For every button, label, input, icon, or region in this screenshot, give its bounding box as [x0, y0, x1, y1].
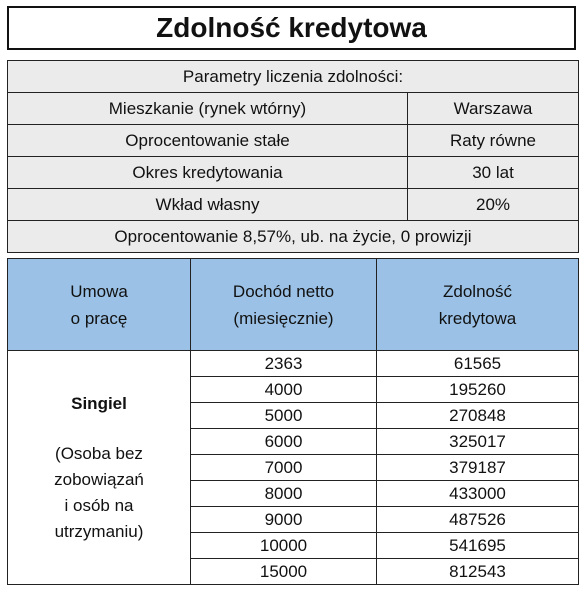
parameter-value: 30 lat	[408, 157, 579, 189]
parameter-value: Warszawa	[408, 93, 579, 125]
capacity-cell: 812543	[377, 559, 579, 585]
table-row	[8, 351, 579, 377]
group-name: Singiel	[71, 393, 127, 413]
income-cell: 8000	[191, 481, 377, 507]
capacity-cell: 433000	[377, 481, 579, 507]
parameters-footer: Oprocentowanie 8,57%, ub. na życie, 0 prowizji	[8, 221, 579, 253]
parameter-row	[8, 189, 579, 221]
column-header-contract: Umowa o pracę	[8, 259, 191, 351]
capacity-cell: 541695	[377, 533, 579, 559]
parameters-table	[7, 60, 579, 253]
parameter-label: Mieszkanie (rynek wtórny)	[8, 93, 408, 125]
income-cell: 4000	[191, 377, 377, 403]
capacity-cell: 270848	[377, 403, 579, 429]
income-cell: 7000	[191, 455, 377, 481]
credit-capacity-table	[7, 258, 579, 585]
income-cell: 15000	[191, 559, 377, 585]
group-description: (Osoba bez zobowiązań i osób na utrzymaniu)	[54, 443, 144, 541]
income-cell: 5000	[191, 403, 377, 429]
parameter-row	[8, 93, 579, 125]
capacity-cell: 379187	[377, 455, 579, 481]
capacity-cell: 61565	[377, 351, 579, 377]
capacity-cell: 487526	[377, 507, 579, 533]
table-header-row	[8, 259, 579, 351]
page-title: Zdolność kredytowa	[7, 6, 576, 50]
parameter-value: Raty równe	[408, 125, 579, 157]
capacity-cell: 325017	[377, 429, 579, 455]
income-cell: 2363	[191, 351, 377, 377]
parameters-header: Parametry liczenia zdolności:	[8, 61, 579, 93]
parameter-row	[8, 125, 579, 157]
parameter-value: 20%	[408, 189, 579, 221]
column-header-income: Dochód netto (miesięcznie)	[191, 259, 377, 351]
parameter-label: Wkład własny	[8, 189, 408, 221]
column-header-capacity: Zdolność kredytowa	[377, 259, 579, 351]
group-cell	[8, 351, 191, 585]
parameter-label: Okres kredytowania	[8, 157, 408, 189]
parameter-row	[8, 157, 579, 189]
capacity-cell: 195260	[377, 377, 579, 403]
parameter-label: Oprocentowanie stałe	[8, 125, 408, 157]
income-cell: 6000	[191, 429, 377, 455]
income-cell: 9000	[191, 507, 377, 533]
income-cell: 10000	[191, 533, 377, 559]
